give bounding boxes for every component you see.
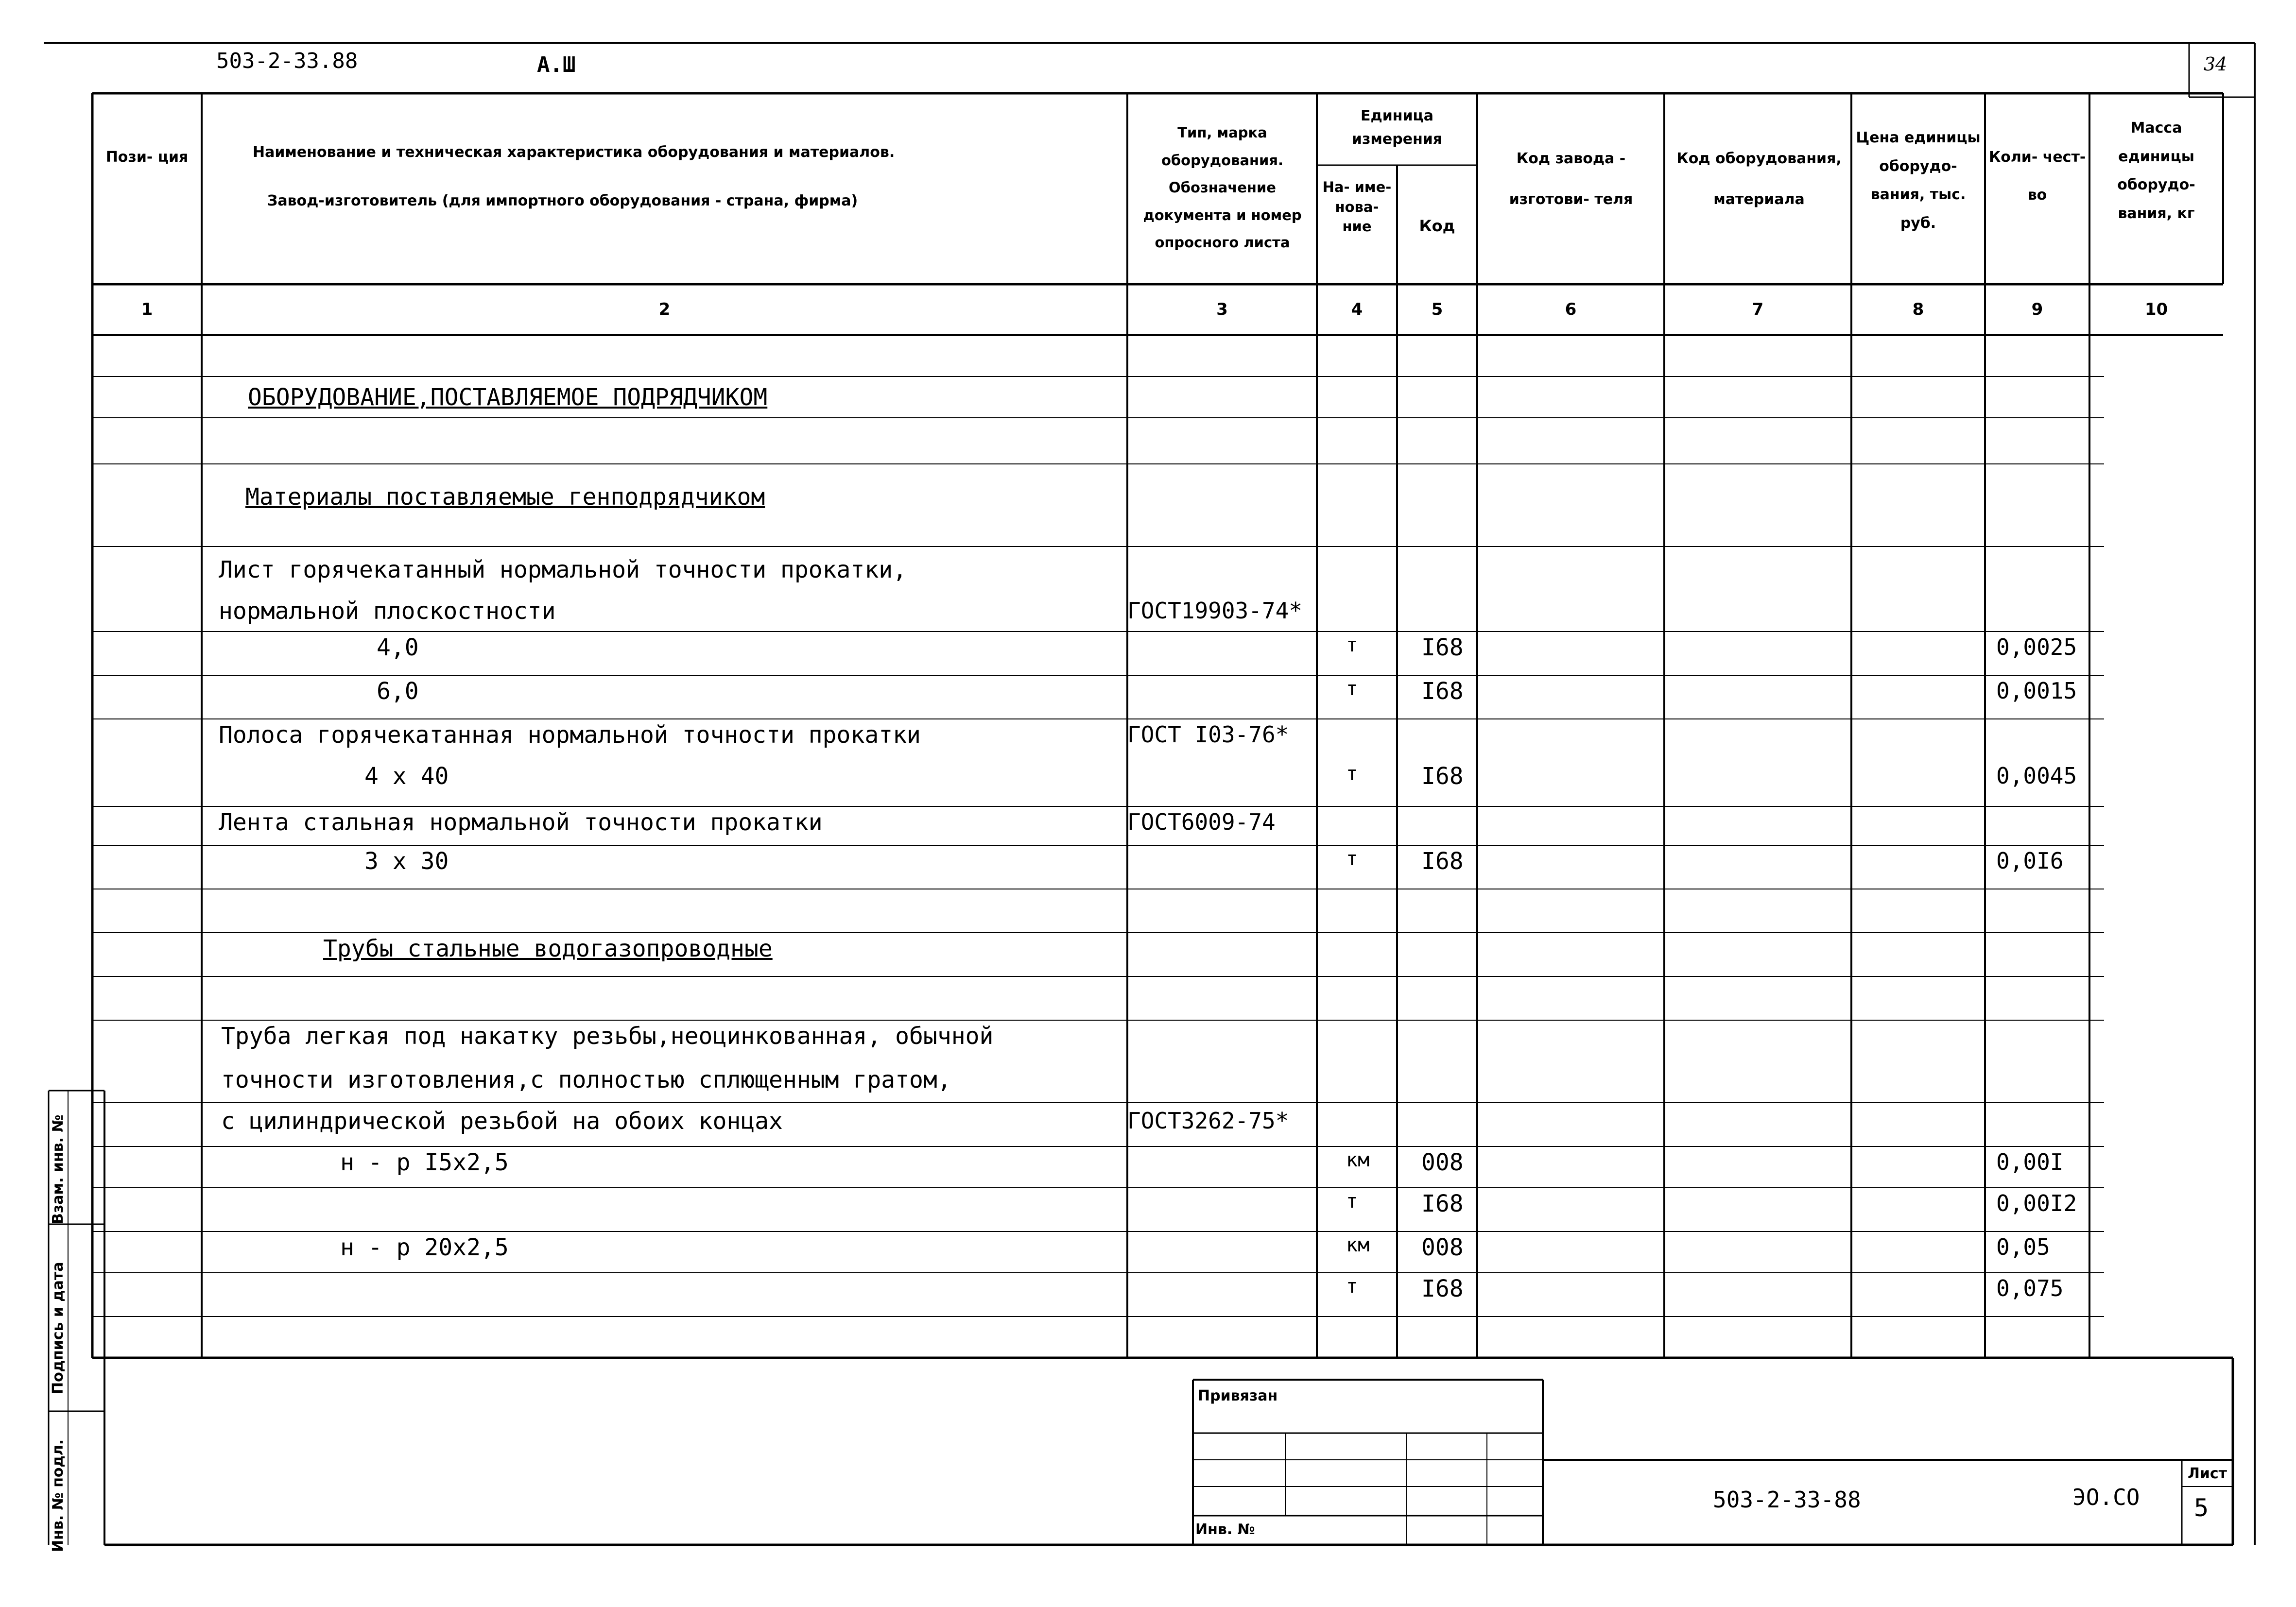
row-code: I68 bbox=[1421, 763, 1464, 790]
row-code: I68 bbox=[1421, 848, 1464, 875]
title-doc-code: 503-2-33-88 bbox=[1713, 1487, 1861, 1513]
col-number: 6 bbox=[1565, 300, 1577, 319]
row-qty: 0,075 bbox=[1996, 1275, 2064, 1301]
row-code: I68 bbox=[1421, 1275, 1464, 1302]
row-doc: ГОСТ I03-76* bbox=[1127, 721, 1289, 748]
row-qty: 0,0045 bbox=[1996, 763, 2077, 789]
row-unit: т bbox=[1346, 1190, 1358, 1213]
row-code: I68 bbox=[1421, 634, 1464, 661]
row-code: I68 bbox=[1421, 678, 1464, 705]
row-unit: км bbox=[1346, 1149, 1370, 1171]
col-number: 5 bbox=[1431, 300, 1443, 319]
row-qty: 0,00I2 bbox=[1996, 1190, 2077, 1216]
title-sheet-number: 5 bbox=[2194, 1494, 2209, 1522]
col-number: 10 bbox=[2144, 300, 2168, 319]
doc-code-top: 503-2-33.88 bbox=[216, 49, 358, 73]
row-name: Материалы поставляемые генподрядчиком bbox=[245, 483, 765, 511]
col-number: 3 bbox=[1216, 300, 1228, 319]
col-header-unit-group: Единица измерения bbox=[1351, 107, 1443, 148]
row-name: Лист горячекатанный нормальной точности прокатки, bbox=[219, 556, 907, 583]
row-unit: т bbox=[1346, 634, 1358, 656]
row-name: н - р I5x2,5 bbox=[340, 1149, 509, 1176]
row-name: с цилиндрической резьбой на обоих концах bbox=[221, 1108, 783, 1135]
col-header-mass: Масса единицы оборудо- вания, кг bbox=[2117, 120, 2195, 222]
row-name: Труба легкая под накатку резьбы,неоцинкованная, обычной bbox=[221, 1023, 994, 1050]
row-unit: т bbox=[1346, 1275, 1358, 1298]
col-header-name-line1: Наименование и техническая характеристика оборудования и материалов. bbox=[253, 144, 895, 161]
row-qty: 0,0025 bbox=[1996, 634, 2077, 660]
row-name: 6,0 bbox=[377, 678, 419, 705]
col-number: 8 bbox=[1912, 300, 1924, 319]
row-name: Трубы стальные водогазопроводные bbox=[323, 935, 773, 962]
col-header-unit-name: На- име- нова- ние bbox=[1322, 179, 1392, 235]
col-header-name-line2: Завод-изготовитель (для импортного оборудования - страна, фирма) bbox=[267, 192, 858, 209]
col-header-material-code: Код оборудования, материала bbox=[1676, 150, 1842, 208]
row-code: I68 bbox=[1421, 1190, 1464, 1217]
title-section-code: ЭО.СО bbox=[2072, 1484, 2140, 1510]
row-code: 008 bbox=[1421, 1149, 1464, 1176]
col-header-price: Цена единицы оборудо- вания, тыс. руб. bbox=[1856, 129, 1981, 232]
row-qty: 0,0015 bbox=[1996, 678, 2077, 704]
title-privyazan: Привязан bbox=[1198, 1387, 1278, 1404]
row-name: 4,0 bbox=[377, 634, 419, 661]
row-name: 3 х 30 bbox=[364, 848, 449, 875]
col-number: 2 bbox=[658, 300, 671, 319]
row-code: 008 bbox=[1421, 1234, 1464, 1261]
row-doc: ГОСТ3262-75* bbox=[1127, 1108, 1289, 1134]
row-unit: т bbox=[1346, 763, 1358, 785]
col-number: 1 bbox=[141, 300, 153, 319]
col-header-unit-code: Код bbox=[1419, 217, 1455, 235]
row-qty: 0,00I bbox=[1996, 1149, 2064, 1175]
col-header-plant-code: Код завода - изготови- теля bbox=[1509, 150, 1633, 208]
row-name: н - р 20x2,5 bbox=[340, 1234, 509, 1261]
title-inv-no: Инв. № bbox=[1195, 1521, 1255, 1538]
row-name: 4 х 40 bbox=[364, 763, 449, 790]
col-number: 4 bbox=[1351, 300, 1363, 319]
col-number: 9 bbox=[2031, 300, 2043, 319]
format-label: А.Ш bbox=[537, 52, 576, 77]
row-name: нормальной плоскостности bbox=[219, 598, 556, 625]
title-sheet-label: Лист bbox=[2187, 1465, 2227, 1482]
row-name: точности изготовления,с полностью сплющенным гратом, bbox=[221, 1066, 951, 1094]
col-header-type: Тип, марка оборудования. Обозначение документа и номер опросного листа bbox=[1143, 124, 1302, 251]
row-doc: ГОСТ6009-74 bbox=[1127, 809, 1276, 835]
stamp-inv-original: Инв. № подл. bbox=[50, 1439, 67, 1552]
row-unit: т bbox=[1346, 678, 1358, 700]
col-header-position: Пози- ция bbox=[105, 149, 189, 166]
row-unit: т bbox=[1346, 848, 1358, 870]
row-qty: 0,05 bbox=[1996, 1234, 2050, 1260]
row-unit: км bbox=[1346, 1234, 1370, 1256]
stamp-signature-date: Подпись и дата bbox=[50, 1262, 67, 1394]
col-number: 7 bbox=[1752, 300, 1764, 319]
row-name: ОБОРУДОВАНИЕ,ПОСТАВЛЯЕМОЕ ПОДРЯДЧИКОМ bbox=[248, 384, 768, 411]
row-name: Полоса горячекатанная нормальной точности прокатки bbox=[219, 721, 921, 749]
col-header-quantity: Коли- чест- во bbox=[1988, 149, 2086, 204]
row-qty: 0,0I6 bbox=[1996, 848, 2064, 874]
row-name: Лента стальная нормальной точности прокатки bbox=[219, 809, 823, 836]
stamp-vzam-inv: Взам. инв. № bbox=[50, 1114, 67, 1224]
corner-number: 34 bbox=[2204, 53, 2227, 75]
row-doc: ГОСТ19903-74* bbox=[1127, 598, 1303, 624]
